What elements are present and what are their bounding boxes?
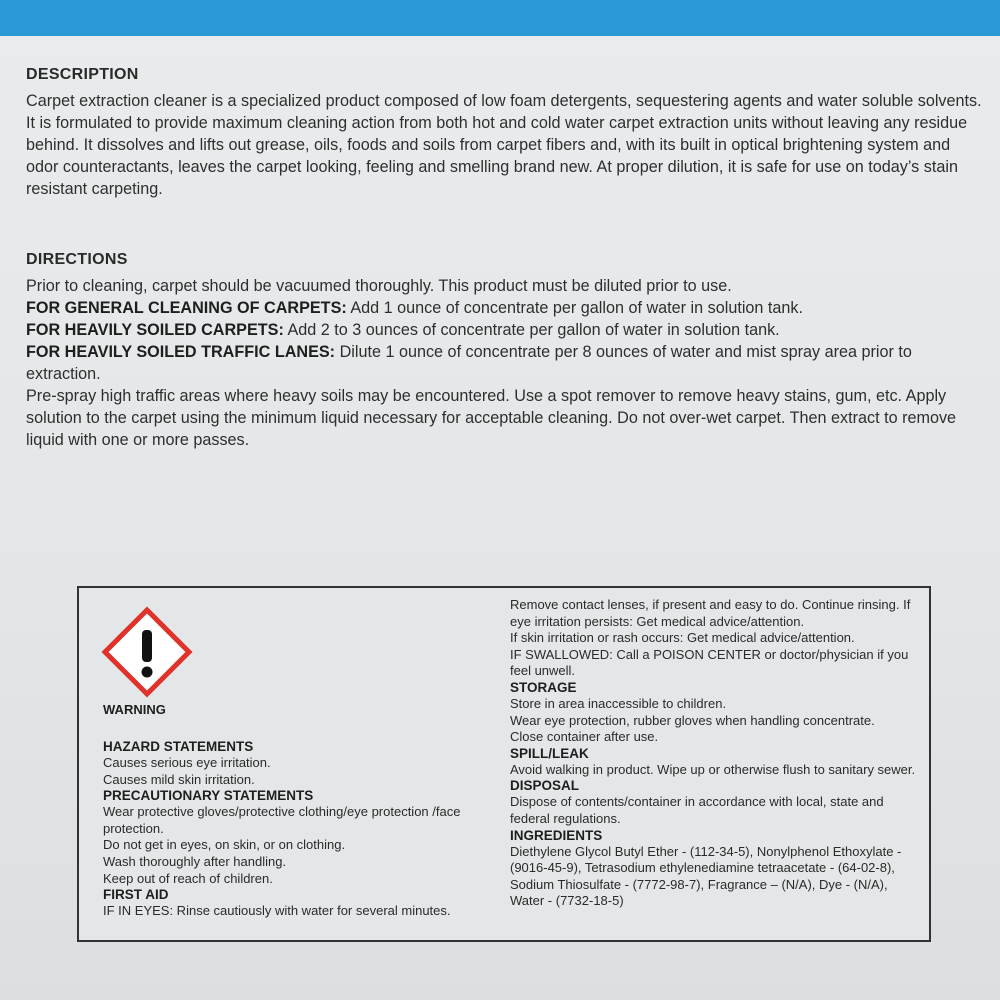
directions-heavy-lead: FOR HEAVILY SOILED CARPETS: — [26, 321, 284, 339]
description-section — [26, 66, 986, 200]
directions-section — [26, 251, 981, 451]
storage-statement: Store in area inaccessible to children. — [510, 695, 727, 711]
exclamation-dot — [142, 667, 153, 678]
ingredients-list: Diethylene Glycol Butyl Ether - (112-34-5), Nonylphenol Ethoxylate - (9016-45-9), Tetrasodium ethylenediamine tetraacetate - (64-02-8), Sodium Thiosulfate - (7772-98-7), Fragrance – (N/A), Dye - (N/A), Water - (7732-18-5) — [510, 843, 902, 909]
description-text: Carpet extraction cleaner is a specialized product composed of low foam detergents, sequestering agents and water soluble solvents. It is formulated to provide maximum cleaning action from both hot and cold water carpet extraction units without leaving any residue behind. It dissolves and lifts out grease, oils, foods and soils from carpet fibers and, with its built in optical brightening system and odor counteractants, leaves the carpet looking, feeling and smelling brand new. At proper dilution, it is safe for use on today’s stain resistant carpeting. — [26, 92, 982, 198]
signal-word: WARNING — [103, 702, 166, 717]
directions-general-text: Add 1 ounce of concentrate per gallon of water in solution tank. — [346, 299, 804, 317]
label-top-band — [0, 0, 1000, 36]
hazard-diamond-svg — [101, 606, 193, 698]
precaution-heading: PRECAUTIONARY STATEMENTS — [103, 788, 314, 804]
hazard-heading: HAZARD STATEMENTS — [103, 739, 254, 754]
precaution-statement: Do not get in eyes, on skin, or on clothing. — [103, 837, 346, 853]
directions-heading: DIRECTIONS — [26, 251, 128, 268]
storage-heading: STORAGE — [510, 679, 577, 695]
first-aid-statement: Remove contact lenses, if present and easy to do. Continue rinsing. If eye irritation persists: Get medical advice/attention. — [510, 597, 911, 629]
warning-left-column — [103, 606, 503, 920]
precaution-statement: Wear protective gloves/protective clothing/eye protection /face protection. — [103, 804, 461, 836]
directions-general-lead: FOR GENERAL CLEANING OF CARPETS: — [26, 299, 347, 317]
hazard-statement: Causes serious eye irritation. — [103, 755, 271, 770]
precaution-statement: Keep out of reach of children. — [103, 870, 273, 886]
directions-intro: Prior to cleaning, carpet should be vacuumed thoroughly. This product must be diluted prior to use. — [26, 277, 732, 295]
first-aid-statement: IF SWALLOWED: Call a POISON CENTER or doctor/physician if you feel unwell. — [510, 646, 909, 679]
ingredients-heading: INGREDIENTS — [510, 827, 603, 843]
first-aid-statement: If skin irritation or rash occurs: Get medical advice/attention. — [510, 630, 855, 646]
directions-general — [26, 297, 981, 319]
directions-traffic — [26, 341, 981, 385]
hazard-statement: Causes mild skin irritation. — [103, 771, 255, 787]
directions-traffic-text: Dilute 1 ounce of concentrate per 8 ounces of water and mist spray area prior to extraction. — [26, 343, 912, 383]
description-heading: DESCRIPTION — [26, 66, 139, 83]
warning-right-column — [510, 597, 920, 910]
spill-statement: Avoid walking in product. Wipe up or otherwise flush to sanitary sewer. — [510, 761, 916, 777]
exclamation-bar — [142, 630, 152, 662]
first-aid-statement: IF IN EYES: Rinse cautiously with water for several minutes. — [103, 903, 451, 919]
spill-heading: SPILL/LEAK — [510, 745, 589, 761]
directions-closing: Pre-spray high traffic areas where heavy soils may be encountered. Use a spot remover to remove heavy stains, gum, etc. Apply solution to the carpet using the minimum liquid necessary for acceptable cleaning. Do not over-wet carpet. Then extract to remove liquid with one or more passes. — [26, 387, 957, 449]
directions-traffic-lead: FOR HEAVILY SOILED TRAFFIC LANES: — [26, 343, 336, 361]
storage-statement: Wear eye protection, rubber gloves when handling concentrate. — [510, 712, 875, 728]
precaution-statement: Wash thoroughly after handling. — [103, 853, 287, 869]
disposal-heading: DISPOSAL — [510, 778, 580, 794]
warning-panel — [77, 586, 931, 942]
storage-statement: Close container after use. — [510, 729, 659, 745]
disposal-statement: Dispose of contents/container in accordance with local, state and federal regulations. — [510, 794, 884, 826]
first-aid-heading: FIRST AID — [103, 887, 169, 903]
directions-heavy — [26, 319, 981, 341]
exclamation-hazard-icon — [101, 606, 193, 698]
directions-heavy-text: Add 2 to 3 ounces of concentrate per gallon of water in solution tank. — [283, 321, 780, 339]
